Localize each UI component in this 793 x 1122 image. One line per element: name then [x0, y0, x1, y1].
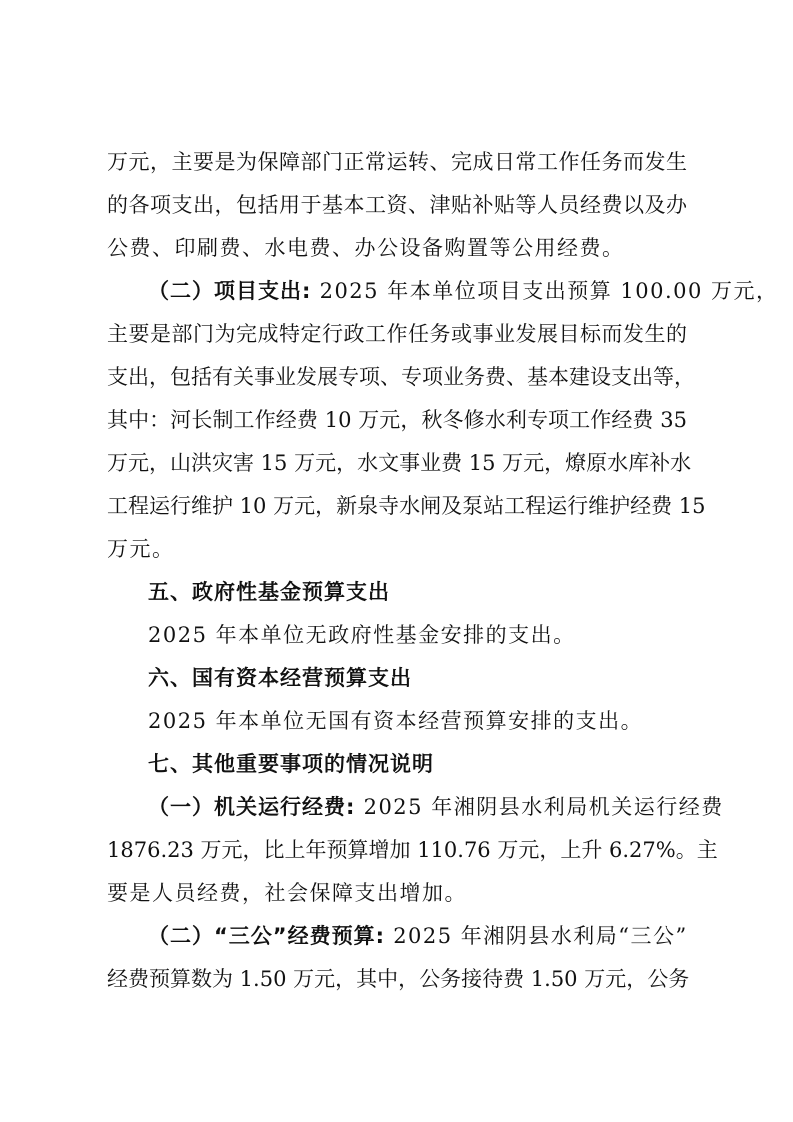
paragraph-line: 1876.23 万元，比上年预算增加 110.76 万元，上升 6.27%。主: [107, 838, 718, 862]
paragraph-line: 工程运行维护 10 万元，新泉寺水闸及泵站工程运行维护经费 15: [107, 494, 706, 518]
paragraph-line: 万元，主要是为保障部门正常运转、完成日常工作任务而发生: [107, 150, 687, 174]
paragraph-line: 的各项支出，包括用于基本工资、津贴补贴等人员经费以及办: [107, 193, 687, 217]
paragraph-text: 2025 年湘阴县水利局机关运行经费: [355, 795, 724, 819]
section-text: 2025 年本单位无政府性基金安排的支出。: [148, 623, 576, 647]
paragraph-text: 2025 年本单位项目支出预算 100.00 万元，: [311, 279, 779, 303]
section-heading: 五、政府性基金预算支出: [148, 580, 390, 604]
paragraph-text: 2025 年湘阴县水利局“三公”: [385, 924, 688, 948]
paragraph-first-line: [148, 793, 724, 821]
paragraph-line: 支出，包括有关事业发展专项、专项业务费、基本建设支出等，: [107, 365, 695, 389]
section-text: 2025 年本单位无国有资本经营预算安排的支出。: [148, 709, 644, 733]
paragraph-line: 万元，山洪灾害 15 万元，水文事业费 15 万元，燎原水库补水: [107, 451, 692, 475]
paragraph-line: 其中：河长制工作经费 10 万元，秋冬修水利专项工作经费 35: [107, 408, 687, 432]
paragraph-first-line: [148, 277, 779, 305]
section-heading: 六、国有资本经营预算支出: [148, 666, 412, 690]
paragraph-line: 经费预算数为 1.50 万元，其中，公务接待费 1.50 万元，公务: [107, 967, 690, 991]
paragraph-label: （二）项目支出:: [148, 279, 312, 303]
paragraph-line: 要是人员经费，社会保障支出增加。: [107, 881, 467, 905]
paragraph-line: 主要是部门为完成特定行政工作任务或事业发展目标而发生的: [107, 322, 687, 346]
paragraph-label: （一）机关运行经费:: [148, 795, 356, 819]
paragraph-first-line: [148, 922, 688, 950]
paragraph-line: 万元。: [107, 537, 175, 561]
section-heading: 七、其他重要事项的情况说明: [148, 752, 434, 776]
paragraph-line: 公费、印刷费、水电费、办公设备购置等公用经费。: [107, 236, 625, 260]
paragraph-label: （二）“三公”经费预算:: [148, 924, 386, 948]
